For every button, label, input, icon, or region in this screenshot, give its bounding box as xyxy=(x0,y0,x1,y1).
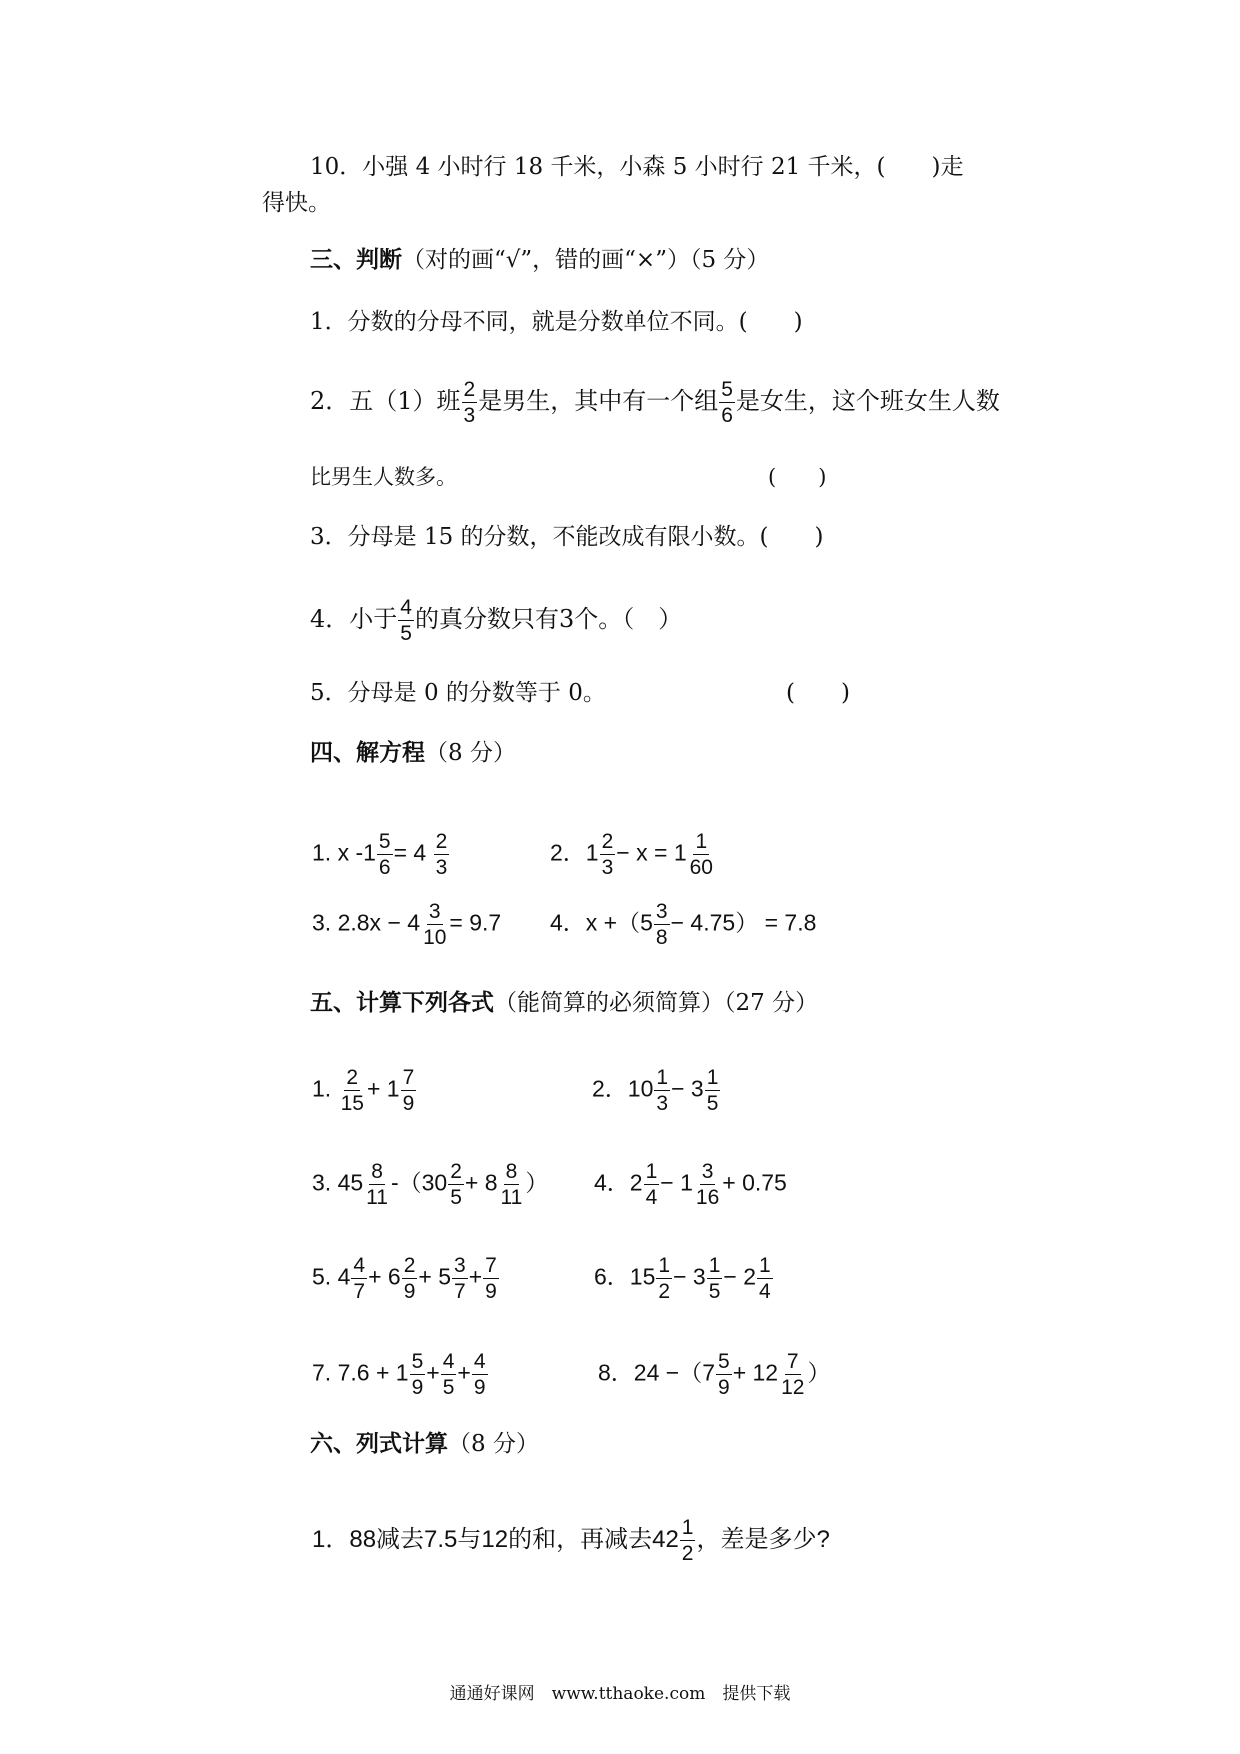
judge-item-2-mid: 是男生，其中有一个组 xyxy=(478,387,719,415)
eq-term: x -1 xyxy=(337,839,376,866)
question-10-line-2: 得快。 xyxy=(262,190,331,216)
fraction xyxy=(654,1066,670,1115)
denominator: 9 xyxy=(473,1376,486,1399)
numerator: 2 xyxy=(435,830,448,853)
judge-item-4-post: 的真分数只有3个。（ ） xyxy=(414,605,683,633)
judge-item-2-cont-text: 比男生人数多。 xyxy=(310,465,457,489)
denominator: 7 xyxy=(353,1280,366,1303)
problem-5 xyxy=(312,1254,500,1303)
section-6-heading xyxy=(310,1429,539,1459)
problem-label: 2． xyxy=(592,1075,628,1102)
denominator: 9 xyxy=(718,1376,730,1399)
numerator: 1 xyxy=(645,1160,658,1183)
fraction xyxy=(716,1350,732,1399)
numerator: 5 xyxy=(721,378,733,401)
problem-label: 7. xyxy=(312,1359,332,1386)
denominator: 6 xyxy=(378,856,391,879)
judge-item-2-pre: 2．五（1）班 xyxy=(310,387,461,415)
fraction xyxy=(688,830,715,879)
numerator: 4 xyxy=(442,1350,455,1373)
fraction xyxy=(452,1254,468,1303)
problem-term: + 5 xyxy=(418,1263,451,1290)
fraction xyxy=(656,1254,672,1303)
problem-2 xyxy=(592,1066,721,1115)
denominator: 11 xyxy=(500,1186,523,1209)
eq-label: 2． xyxy=(550,839,586,866)
numerator: 5 xyxy=(411,1350,424,1373)
equation-4 xyxy=(550,900,816,949)
problem-label: 4． xyxy=(594,1169,630,1196)
question-10-line-1: 10．小强 4 小时行 18 千米，小森 5 小时行 21 千米，( )走 xyxy=(310,154,964,180)
fraction xyxy=(779,1350,806,1399)
problem-term: + 0.75 xyxy=(722,1169,787,1196)
fraction xyxy=(694,1160,721,1209)
fraction xyxy=(705,1066,721,1115)
denominator: 2 xyxy=(658,1280,671,1303)
problem-8 xyxy=(598,1350,830,1399)
numerator: 8 xyxy=(505,1160,518,1183)
problem-term: + 8 xyxy=(464,1169,498,1196)
judge-item-4 xyxy=(310,596,682,645)
numerator: 5 xyxy=(718,1350,730,1373)
section-5-heading xyxy=(310,988,818,1018)
problem-7 xyxy=(312,1350,489,1399)
problem-term: + xyxy=(468,1263,483,1290)
fraction xyxy=(434,830,450,879)
denominator: 9 xyxy=(411,1376,424,1399)
judge-item-4-pre: 4．小于 xyxy=(310,605,398,633)
fraction xyxy=(654,900,670,949)
problem-term: 45 xyxy=(337,1169,364,1196)
judge-item-2-post: 是女生，这个班女生人数 xyxy=(735,387,1000,415)
numerator: 4 xyxy=(400,596,412,619)
problem-term: − 3 xyxy=(673,1263,706,1290)
numerator: 1 xyxy=(706,1066,719,1089)
denominator: 5 xyxy=(706,1092,719,1115)
eq-term: x +（5 xyxy=(585,909,653,936)
denominator: 9 xyxy=(402,1092,415,1115)
denominator: 4 xyxy=(645,1186,658,1209)
fraction xyxy=(472,1350,488,1399)
denominator: 12 xyxy=(781,1376,805,1399)
eq-term: 1 xyxy=(585,839,599,866)
problem-term: ） xyxy=(807,1359,831,1386)
numerator: 3 xyxy=(428,900,441,923)
eq-term: = 9.7 xyxy=(449,909,502,936)
numerator: 4 xyxy=(353,1254,366,1277)
problem-term: ） xyxy=(525,1169,549,1196)
section-5-title: 五、计算下列各式 xyxy=(310,989,494,1016)
numerator: 3 xyxy=(454,1254,466,1277)
fraction xyxy=(339,1066,366,1115)
fraction xyxy=(483,1254,499,1303)
judge-item-1: 1．分数的分母不同，就是分数单位不同。( ) xyxy=(310,309,803,335)
section-3-heading xyxy=(310,245,769,275)
footer-credit: 通通好课网 www.tthaoke.com 提供下载 xyxy=(449,1684,791,1704)
fraction xyxy=(402,1254,418,1303)
numerator: 5 xyxy=(378,830,391,853)
section-6-title: 六、列式计算 xyxy=(310,1430,448,1457)
fraction xyxy=(410,1350,426,1399)
numerator: 1 xyxy=(759,1254,771,1277)
numerator: 2 xyxy=(403,1254,416,1277)
denominator: 8 xyxy=(655,926,668,949)
denominator: 60 xyxy=(689,856,713,879)
numerator: 7 xyxy=(402,1066,415,1089)
problem-term: + 6 xyxy=(368,1263,401,1290)
denominator: 9 xyxy=(403,1280,416,1303)
problem-term: + 1 xyxy=(366,1075,400,1102)
list-calc-1 xyxy=(312,1516,830,1565)
section-4-note: （8 分） xyxy=(425,740,516,766)
eq-label: 4． xyxy=(550,909,586,936)
problem-label: 1. xyxy=(312,1075,332,1102)
equation-3 xyxy=(312,900,501,949)
numerator: 2 xyxy=(346,1066,359,1089)
denominator: 10 xyxy=(423,926,447,949)
section-3-note: （对的画“√”，错的画“×”）（5 分） xyxy=(402,247,770,273)
denominator: 5 xyxy=(442,1376,455,1399)
denominator: 16 xyxy=(695,1186,720,1209)
problem-term: 4 xyxy=(337,1263,351,1290)
denominator: 6 xyxy=(721,404,733,427)
numerator: 7 xyxy=(485,1254,497,1277)
fraction xyxy=(680,1516,696,1565)
eq-term: − x = 1 xyxy=(616,839,687,866)
denominator: 5 xyxy=(708,1280,721,1303)
fraction xyxy=(707,1254,723,1303)
section-4-heading xyxy=(310,738,516,768)
problem-term: − 3 xyxy=(671,1075,704,1102)
problem-term: -（30 xyxy=(390,1169,448,1196)
denominator: 3 xyxy=(656,1092,669,1115)
problem-label: 8． xyxy=(598,1359,634,1386)
denominator: 15 xyxy=(340,1092,364,1115)
problem-term: 24 −（7 xyxy=(633,1359,715,1386)
numerator: 1 xyxy=(656,1066,669,1089)
problem-term: − 2 xyxy=(723,1263,757,1290)
problem-term: + 12 xyxy=(732,1359,779,1386)
denominator: 3 xyxy=(435,856,448,879)
fraction xyxy=(757,1254,773,1303)
denominator: 3 xyxy=(601,856,614,879)
problem-label: 5. xyxy=(312,1263,332,1290)
numerator: 1 xyxy=(658,1254,671,1277)
eq-term: 2.8x − 4 xyxy=(337,909,421,936)
judge-item-3: 3．分母是 15 的分数，不能改成有限小数。( ) xyxy=(310,524,824,550)
section-4-title: 四、解方程 xyxy=(310,739,425,766)
eq-term: = 4 xyxy=(393,839,427,866)
fraction xyxy=(499,1160,525,1209)
numerator: 1 xyxy=(708,1254,721,1277)
numerator: 1 xyxy=(681,1516,694,1539)
problem-term: + xyxy=(457,1359,471,1386)
fraction xyxy=(377,830,393,879)
problem-label: 6． xyxy=(594,1263,630,1290)
numerator: 3 xyxy=(701,1160,714,1183)
numerator: 4 xyxy=(473,1350,486,1373)
fraction xyxy=(600,830,616,879)
fraction xyxy=(421,900,448,949)
section-5-note: （能简算的必须简算）（27 分） xyxy=(494,990,819,1016)
numerator: 7 xyxy=(786,1350,799,1373)
problem-1 xyxy=(312,1066,417,1115)
fraction xyxy=(364,1160,390,1209)
eq-label: 3. xyxy=(312,909,332,936)
problem-term: 15 xyxy=(629,1263,656,1290)
numerator: 2 xyxy=(450,1160,462,1183)
judge-item-2-answer-paren: ( ) xyxy=(768,465,827,489)
fraction xyxy=(441,1350,457,1399)
denominator: 3 xyxy=(463,404,476,427)
problem-term: − 1 xyxy=(660,1169,693,1196)
fraction xyxy=(462,378,478,427)
section-6-note: （8 分） xyxy=(448,1431,539,1457)
judge-item-2-continued xyxy=(310,462,457,492)
problem-term: + xyxy=(426,1359,440,1386)
problem-3 xyxy=(312,1160,548,1209)
problem-term: 7.6 + 1 xyxy=(337,1359,409,1386)
fraction xyxy=(351,1254,367,1303)
denominator: 4 xyxy=(759,1280,771,1303)
denominator: 5 xyxy=(400,622,412,645)
numerator: 3 xyxy=(655,900,668,923)
eq-term: − 4.75） = 7.8 xyxy=(670,909,817,936)
judge-item-2 xyxy=(310,378,1000,427)
fraction xyxy=(644,1160,660,1209)
eq-label: 1. xyxy=(312,839,332,866)
fraction xyxy=(398,596,414,645)
problem-4 xyxy=(594,1160,787,1209)
denominator: 5 xyxy=(450,1186,462,1209)
fraction xyxy=(719,378,735,427)
problem-6 xyxy=(594,1254,774,1303)
numerator: 2 xyxy=(601,830,614,853)
denominator: 2 xyxy=(681,1542,694,1565)
problem-term: 10 xyxy=(627,1075,654,1102)
equation-1 xyxy=(312,830,450,879)
numerator: 2 xyxy=(463,378,476,401)
list-calc-1-pre: 1．88减去7.5与12的和，再减去42 xyxy=(312,1525,679,1553)
denominator: 7 xyxy=(454,1280,466,1303)
denominator: 11 xyxy=(366,1186,388,1209)
problem-term: 2 xyxy=(629,1169,643,1196)
judge-item-5-answer-paren: ( ) xyxy=(786,680,850,706)
fraction xyxy=(401,1066,417,1115)
numerator: 8 xyxy=(371,1160,383,1183)
equation-2 xyxy=(550,830,716,879)
numerator: 1 xyxy=(695,830,708,853)
list-calc-1-post: ，差是多少? xyxy=(696,1525,830,1553)
judge-item-5: 5．分母是 0 的分数等于 0。 xyxy=(310,680,606,706)
denominator: 9 xyxy=(485,1280,497,1303)
fraction xyxy=(448,1160,464,1209)
problem-label: 3. xyxy=(312,1169,332,1196)
section-3-title: 三、判断 xyxy=(310,246,402,273)
